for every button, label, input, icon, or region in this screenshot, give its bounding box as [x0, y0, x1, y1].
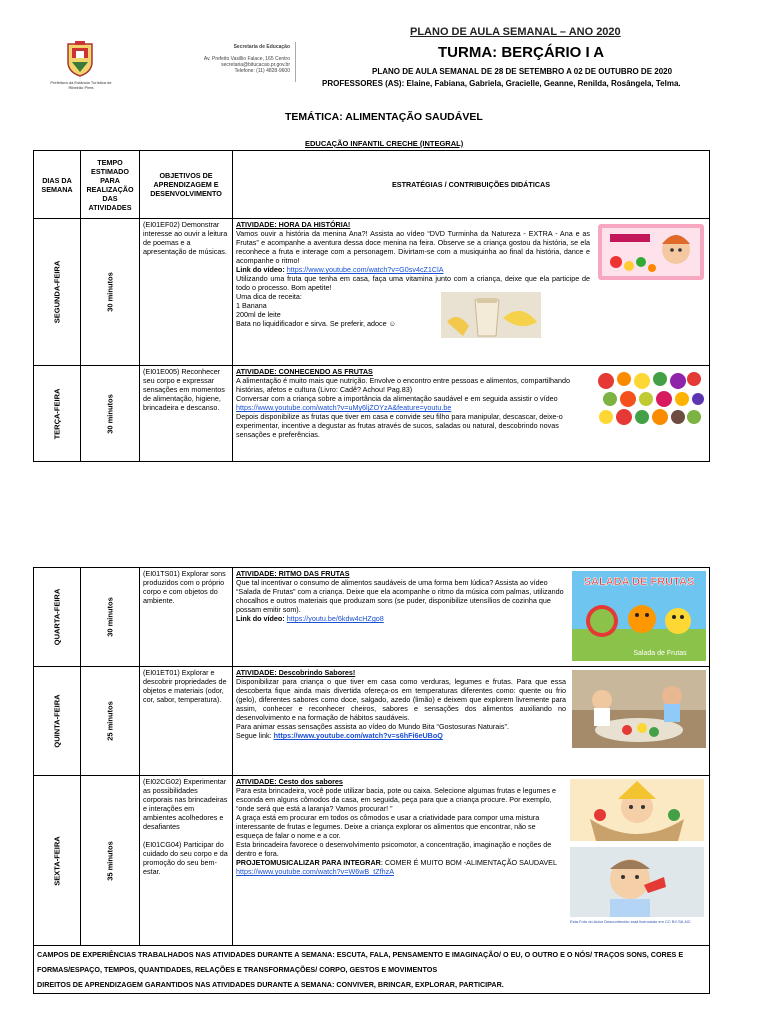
header-strategies: ESTRATÉGIAS / CONTRIBUIÇÕES DIDÁTICAS: [233, 151, 710, 219]
day-label: SEXTA-FEIRA: [52, 835, 62, 886]
strategy-cell: [233, 776, 710, 946]
day-cell: [34, 776, 81, 946]
project-text: : COMER É MUITO BOM -ALIMENTAÇÃO SAUDAVEL: [380, 858, 557, 867]
activity-title: ATIVIDADE: RITMO DAS FRUTAS: [236, 569, 350, 578]
fruit-salad-video-image: [572, 571, 706, 663]
objective-cell: (EI01E005) Reconhecer seu corpo e expressar sensações em momentos de alimentação, higiene, brincadeira e descanso.: [140, 366, 233, 462]
theme-title: TEMÁTICA: ALIMENTAÇÃO SAUDÁVEL: [285, 111, 483, 123]
activity-title: ATIVIDADE: CONHECENDO AS FRUTAS: [236, 367, 373, 376]
recipe-title: Uma dica de receita:: [236, 292, 302, 301]
experience-fields-text: CAMPOS DE EXPERIÊNCIAS TRABALHADOS NAS ATIVIDADES DURANTE A SEMANA: ESCUTA, FALA, PENSAMENTO E IMAGINAÇÃO/ O EU, O OUTRO E O NÓS/ TRAÇOS SONS, CORES E FORMAS/ESPAÇO, TEMPOS, QUANTIDADES, RELAÇÕES E TRANSFORMAÇÕES/ CORPO, GESTOS E MOVIMENTOS: [37, 950, 684, 974]
objective-cell: (EI01TS01) Explorar sons produzidos com o próprio corpo e com objetos do ambiente.: [140, 568, 233, 667]
table-row: [34, 366, 710, 462]
objective-cell: [140, 776, 233, 946]
objective-cell: (EI01ET01) Explorar e descobrir propriedades de objetos e materiais (odor, cor, sabor, temperatura).: [140, 667, 233, 776]
activity-title: ATIVIDADE: HORA DA HISTÓRIA!: [236, 220, 351, 229]
time-cell: [81, 219, 140, 366]
photo-caption: Esta Foto do Autor Desconhecido está licenciado em CC BY-SA-NC: [570, 919, 691, 924]
day-cell: [34, 219, 81, 366]
table-header-row: [34, 151, 710, 219]
baby-in-basket-image: [570, 779, 704, 841]
day-label: SEGUNDA-FEIRA: [52, 260, 62, 324]
footer-row: [34, 946, 710, 994]
strategy-cell: [233, 219, 710, 366]
baby-photos: [570, 779, 706, 924]
table-row: [34, 219, 710, 366]
activity-text: Depois disponibilize as frutas que tiver em casa e convide seu filho para manipular, descascar, deixe-o experimentar, incentive a degustar as frutas através de sucos, saladas ou natural, descobrindo novas sensações e preferências.: [236, 412, 563, 439]
time-label: 25 minutos: [105, 701, 115, 741]
recipe-item: 1 Banana: [236, 301, 267, 310]
link-label: Link do vídeo:: [236, 614, 287, 623]
activity-text: Disponibilizar para criança o que tiver em casa como verduras, legumes e frutas. Para que essa descoberta fique ainda mais divertida ofereça-os em temperaturas diferentes como: quente ou frio (gelo), diferentes sabores como doce, salgado, azedo (limão) e deixem que explorem livremente para assim, conhecer e reconhecer cheiros, sabores e sensações dos alimentos auxiliando no desenvolvimento e na formação de hábitos saudáveis.: [236, 677, 566, 722]
day-label: QUINTA-FEIRA: [52, 694, 62, 748]
link-label: Link do vídeo:: [236, 265, 287, 274]
activity-text: Que tal incentivar o consumo de alimentos saudáveis de uma forma bem lúdica? Assista ao vídeo “Salada de Frutas” com a criança. Deixe que ela acompanhe o ritmo da música com palmas, utilizando chocalhos e outros materiais que produzam sons (se puder, disponibilize utensílios de cozinha que possam emitir som).: [236, 578, 564, 614]
video-link[interactable]: https://www.youtube.com/watch?v=W6wB_tZfhzA: [236, 867, 394, 876]
recipe-item: 200ml de leite: [236, 310, 281, 319]
babies-exploring-image: [572, 670, 706, 750]
objective-text: (EI02CG02) Experimentar as possibilidades corporais nas brincadeiras e interações em ambientes acolhedores e desafiantes: [143, 777, 228, 831]
activity-title: ATIVIDADE: Cesto dos sabores: [236, 777, 343, 786]
time-cell: [81, 667, 140, 776]
activity-text: Vamos ouvir a história da menina Ana?! Assista ao vídeo “DVD Turminha da Natureza - EXTRA - Ana e as Frutas” e acompanhe a aventura dessa doce menina na feira. Observe se a criança gostou da história, se ela reconhece a fruta e interage com a personagem. Divirtam-se com a musiquinha ao final da história, dance e acompanhe o ritmo!: [236, 229, 590, 265]
header-objectives: OBJETIVOS DE APRENDIZAGEM E DESENVOLVIMENTO: [140, 151, 233, 219]
period-text: PLANO DE AULA SEMANAL DE 28 DE SETEMBRO A 02 DE OUTUBRO DE 2020: [372, 67, 673, 76]
objective-text: (EI01CG04) Participar do cuidado do seu corpo e da promoção do seu bem-estar.: [143, 840, 228, 876]
strategy-cell: [233, 366, 710, 462]
activity-text: Esta brincadeira favorece o desenvolvimento psicomotor, a concentração, imaginação e noções de dentro e fora.: [236, 840, 552, 858]
video-link[interactable]: https://www.youtube.com/watch?v=s6hFi6eUBoQ: [273, 731, 443, 740]
video-link[interactable]: https://youtu.be/6kdw4cHZgo8: [286, 614, 384, 623]
table-row: [34, 667, 710, 776]
city-logo: [60, 40, 100, 78]
activity-title: ATIVIDADE: Descobrindo Sabores!: [236, 668, 356, 677]
baby-eating-image: [570, 847, 704, 917]
plan-table-1: [33, 150, 710, 462]
header-divider: [295, 42, 296, 82]
recipe-item: Bata no liquidificador e sirva. Se preferir, adoce ☺: [236, 319, 396, 328]
book-cover-image: [596, 222, 706, 284]
turma-title: TURMA: BERÇÁRIO I A: [438, 44, 605, 61]
day-cell: [34, 667, 81, 776]
footer-cell: [34, 946, 710, 994]
activity-text: Utilizando uma fruta que tenha em casa, faça uma vitamina junto com a criança, deixe que ela participe de todo o processo. Bom apetite!: [236, 274, 590, 292]
video-link[interactable]: https://www.youtube.com/watch?v=uMy6ljZOYzA&feature=youtu.be: [236, 403, 452, 412]
image-subtitle-text: Salada de Frutas: [633, 650, 687, 657]
fruits-image: [594, 369, 706, 429]
activity-text: Para esta brincadeira, você pode utilizar bacia, pote ou caixa. Selecione algumas frutas e legumes e esconda em alguns cômodos da casa, em seguida, peça para que a criança procure. Por exemplo, “onde será que está a laranja? Vamos procurar! ”: [236, 786, 557, 813]
header-time: TEMPO ESTIMADO PARA REALIZAÇÃO DAS ATIVIDADES: [81, 151, 140, 219]
learning-rights-text: DIREITOS DE APRENDIZAGEM GARANTIDOS NAS ATIVIDADES DURANTE A SEMANA: CONVIVER, BRINCAR, EXPLORAR, PARTICIPAR.: [37, 980, 504, 989]
address-line: Telefone: (11) 4828-9600: [234, 68, 290, 74]
time-cell: [81, 776, 140, 946]
day-cell: [34, 568, 81, 667]
plan-table-2: [33, 567, 710, 994]
strategy-cell: [233, 667, 710, 776]
time-cell: [81, 366, 140, 462]
secretaria-name: Secretaria de Educação: [233, 44, 290, 50]
time-label: 35 minutos: [105, 840, 115, 881]
table-row: [34, 568, 710, 667]
day-label: TERÇA-FEIRA: [52, 388, 62, 439]
header-days: DIAS DA SEMANA: [34, 151, 81, 219]
plan-title: PLANO DE AULA SEMANAL – ANO 2020: [410, 26, 621, 38]
logo-caption: Prefeitura da Estância Turística de Ribeirão Pires: [50, 80, 112, 90]
day-label: QUARTA-FEIRA: [52, 588, 62, 646]
education-subtitle: EDUCAÇÃO INFANTIL CRECHE (INTEGRAL): [305, 139, 464, 148]
activity-text: Conversar com a criança sobre a importância da alimentação saudável e em seguida assistir o vídeo: [236, 394, 558, 403]
time-label: 30 minutos: [105, 272, 115, 312]
strategy-cell: [233, 568, 710, 667]
smoothie-image: [441, 292, 541, 340]
table-row: [34, 776, 710, 946]
video-link[interactable]: https://www.youtube.com/watch?v=G0sv4cZ1ClA: [286, 265, 444, 274]
day-cell: [34, 366, 81, 462]
activity-text: Para animar essas sensações assista ao vídeo do Mundo Bita “Gostosuras Naturais”.: [236, 722, 509, 731]
teachers-text: PROFESSORES (AS): Elaine, Fabiana, Gabriela, Gracielle, Geanne, Renilda, Rosângela, Telma.: [322, 79, 681, 88]
activity-text: A graça está em procurar em todos os cômodos e usar a criatividade para compor uma mistura interessante de frutas e legumes. Deixe a criança explorar os alimentos que encontrar, não se esqueça de falar o nome e a cor.: [236, 813, 540, 840]
time-label: 30 minutos: [105, 393, 115, 434]
objective-cell: (EI01EF02) Demonstrar interesse ao ouvir a leitura de poemas e a apresentação de músicas.: [140, 219, 233, 366]
image-title-text: SALADA DE FRUTAS: [583, 576, 695, 588]
address-line: Av. Prefeito Vasillio Falace, 165 Centro: [203, 56, 290, 62]
time-cell: [81, 568, 140, 667]
recipe-block: [236, 292, 706, 342]
secretaria-block: [200, 44, 290, 74]
address-line: secretaria@bitucacao.pr.gov.br: [221, 62, 290, 68]
activity-text: A alimentação é muito mais que nutrição. Envolve o encontro entre pessoas e alimentos, compartilhando histórias, afetos e cultura (Livro: Cadê? Achou! Pag.83): [236, 376, 571, 394]
project-label: PROJETOMUSICALIZAR PARA INTEGRAR: [236, 858, 381, 867]
link-label: Segue link:: [236, 731, 274, 740]
time-label: 30 minutos: [105, 597, 115, 637]
